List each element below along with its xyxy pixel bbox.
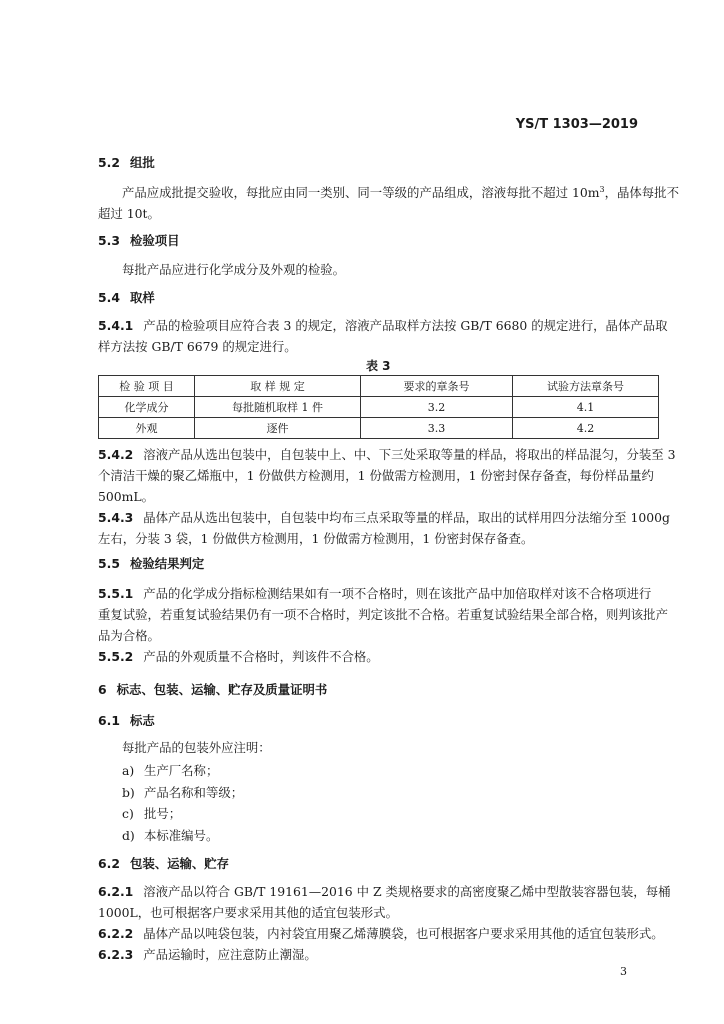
clause-5-4-2-line1: [98, 445, 676, 463]
clause-number: 6.2.1: [98, 884, 134, 899]
clause-5-4-2-line3: 500mL。: [98, 489, 155, 504]
clause-5-4-1-line2: 样方法按 GB/T 6679 的规定进行。: [98, 339, 297, 354]
text: 溶液产品从选出包装中，自包装中上、中、下三处采取等量的样品，将取出的样品混匀，分装至 3: [143, 447, 676, 462]
list-item: [122, 761, 218, 779]
table-caption: 表 3: [366, 359, 391, 373]
section-6-2-heading: [98, 854, 229, 872]
list-item: [122, 804, 181, 822]
table-cell: 3.2: [361, 397, 513, 418]
paragraph-5-3: 每批产品应进行化学成分及外观的检验。: [122, 262, 346, 277]
section-number: 6.1: [98, 713, 120, 728]
list-item: [122, 783, 243, 801]
section-title: 标志: [129, 713, 155, 728]
clause-number: 6.2.2: [98, 926, 134, 941]
clause-number: 6.2.3: [98, 947, 134, 962]
clause-5-5-1-line3: 品为合格。: [98, 628, 160, 643]
clause-number: 5.4.2: [98, 447, 134, 462]
page-number: 3: [620, 965, 627, 978]
section-6-heading: [98, 680, 327, 698]
table-cell: 4.1: [513, 397, 659, 418]
clause-number: 5.4.3: [98, 510, 134, 525]
section-6-1-heading: [98, 711, 155, 729]
clause-5-4-3-line1: [98, 508, 670, 526]
section-title: 组批: [129, 155, 155, 170]
table-cell: 外观: [99, 418, 195, 439]
table-3: [98, 375, 659, 439]
table-cell: 每批随机取样 1 件: [195, 397, 361, 418]
table-header-row: [99, 376, 659, 397]
section-number: 5.3: [98, 233, 120, 248]
list-marker: b): [122, 785, 135, 800]
clause-5-4-1-line1: [98, 316, 668, 334]
list-text: 本标准编号。: [144, 828, 219, 843]
section-number: 6: [98, 682, 107, 697]
clause-5-5-1-line1: [98, 584, 651, 602]
table-cell: 3.3: [361, 418, 513, 439]
table-cell: 化学成分: [99, 397, 195, 418]
text: 产品运输时，应注意防止潮湿。: [143, 947, 317, 962]
text: 溶液产品以符合 GB/T 19161—2016 中 Z 类规格要求的高密度聚乙烯中型散装容器包装，每桶: [143, 884, 671, 899]
text: 产品的化学成分指标检测结果如有一项不合格时，则在该批产品中加倍取样对该不合格项进行: [143, 586, 652, 601]
table-row: [99, 397, 659, 418]
text: 产品应成批提交验收，每批应由同一类别、同一等级的产品组成，溶液每批不超过 10m: [122, 185, 600, 200]
section-number: 5.4: [98, 290, 120, 305]
clause-5-5-1-line2: 重复试验，若重复试验结果仍有一项不合格时，判定该批不合格。若重复试验结果全部合格，则判该批产: [98, 607, 668, 622]
table-cell: 4.2: [513, 418, 659, 439]
clause-number: 5.5.1: [98, 586, 134, 601]
table-header-cell: 检 验 项 目: [99, 376, 195, 397]
text: ，晶体每批不: [604, 185, 679, 200]
section-title: 检验项目: [129, 233, 180, 248]
clause-number: 5.5.2: [98, 649, 134, 664]
table-header-cell: 试验方法章条号: [513, 376, 659, 397]
section-title: 标志、包装、运输、贮存及质量证明书: [116, 682, 328, 697]
section-number: 5.2: [98, 155, 120, 170]
superscript: 3: [599, 184, 605, 194]
clause-number: 5.4.1: [98, 318, 134, 333]
list-item: [122, 826, 218, 844]
text: 产品的检验项目应符合表 3 的规定，溶液产品取样方法按 GB/T 6680 的规定进行，晶体产品取: [143, 318, 668, 333]
clause-5-5-2: [98, 647, 379, 665]
clause-5-4-3-line2: 左右，分装 3 袋，1 份做供方检测用，1 份做需方检测用，1 份密封保存备查。: [98, 531, 534, 546]
section-title: 包装、运输、贮存: [129, 856, 230, 871]
clause-5-4-2-line2: 个清洁干燥的聚乙烯瓶中，1 份做供方检测用，1 份做需方检测用，1 份密封保存备查，每份样品量约: [98, 468, 654, 483]
list-marker: a): [122, 763, 135, 778]
table-header-cell: 取 样 规 定: [195, 376, 361, 397]
table-row: [99, 418, 659, 439]
clause-6-2-1-line2: 1000L，也可根据客户要求采用其他的适宜包装形式。: [98, 905, 398, 920]
text: 晶体产品从选出包装中，自包装中均布三点采取等量的样品，取出的试样用四分法缩分至 1000g: [143, 510, 670, 525]
section-title: 取样: [129, 290, 155, 305]
paragraph-5-2-line1: [122, 183, 679, 201]
marking-intro: 每批产品的包装外应注明：: [122, 740, 271, 755]
text: 产品的外观质量不合格时，判该件不合格。: [143, 649, 379, 664]
section-5-5-heading: [98, 554, 204, 572]
list-text: 批号；: [144, 806, 182, 821]
clause-6-2-3: [98, 945, 317, 963]
table-cell: 逐件: [195, 418, 361, 439]
clause-6-2-1-line1: [98, 882, 670, 900]
list-text: 产品名称和等级；: [144, 785, 244, 800]
list-marker: d): [122, 828, 135, 843]
list-marker: c): [122, 806, 134, 821]
clause-6-2-2: [98, 924, 664, 942]
section-number: 5.5: [98, 556, 120, 571]
section-number: 6.2: [98, 856, 120, 871]
section-title: 检验结果判定: [129, 556, 205, 571]
section-5-2-heading: [98, 153, 155, 171]
section-5-3-heading: [98, 231, 180, 249]
text: 晶体产品以吨袋包装，内衬袋宜用聚乙烯薄膜袋，也可根据客户要求采用其他的适宜包装形式。: [143, 926, 664, 941]
list-text: 生产厂名称；: [144, 763, 219, 778]
section-5-4-heading: [98, 288, 155, 306]
table-header-cell: 要求的章条号: [361, 376, 513, 397]
document-code: YS/T 1303—2019: [515, 117, 638, 132]
paragraph-5-2-line2: 超过 10t。: [98, 206, 160, 221]
